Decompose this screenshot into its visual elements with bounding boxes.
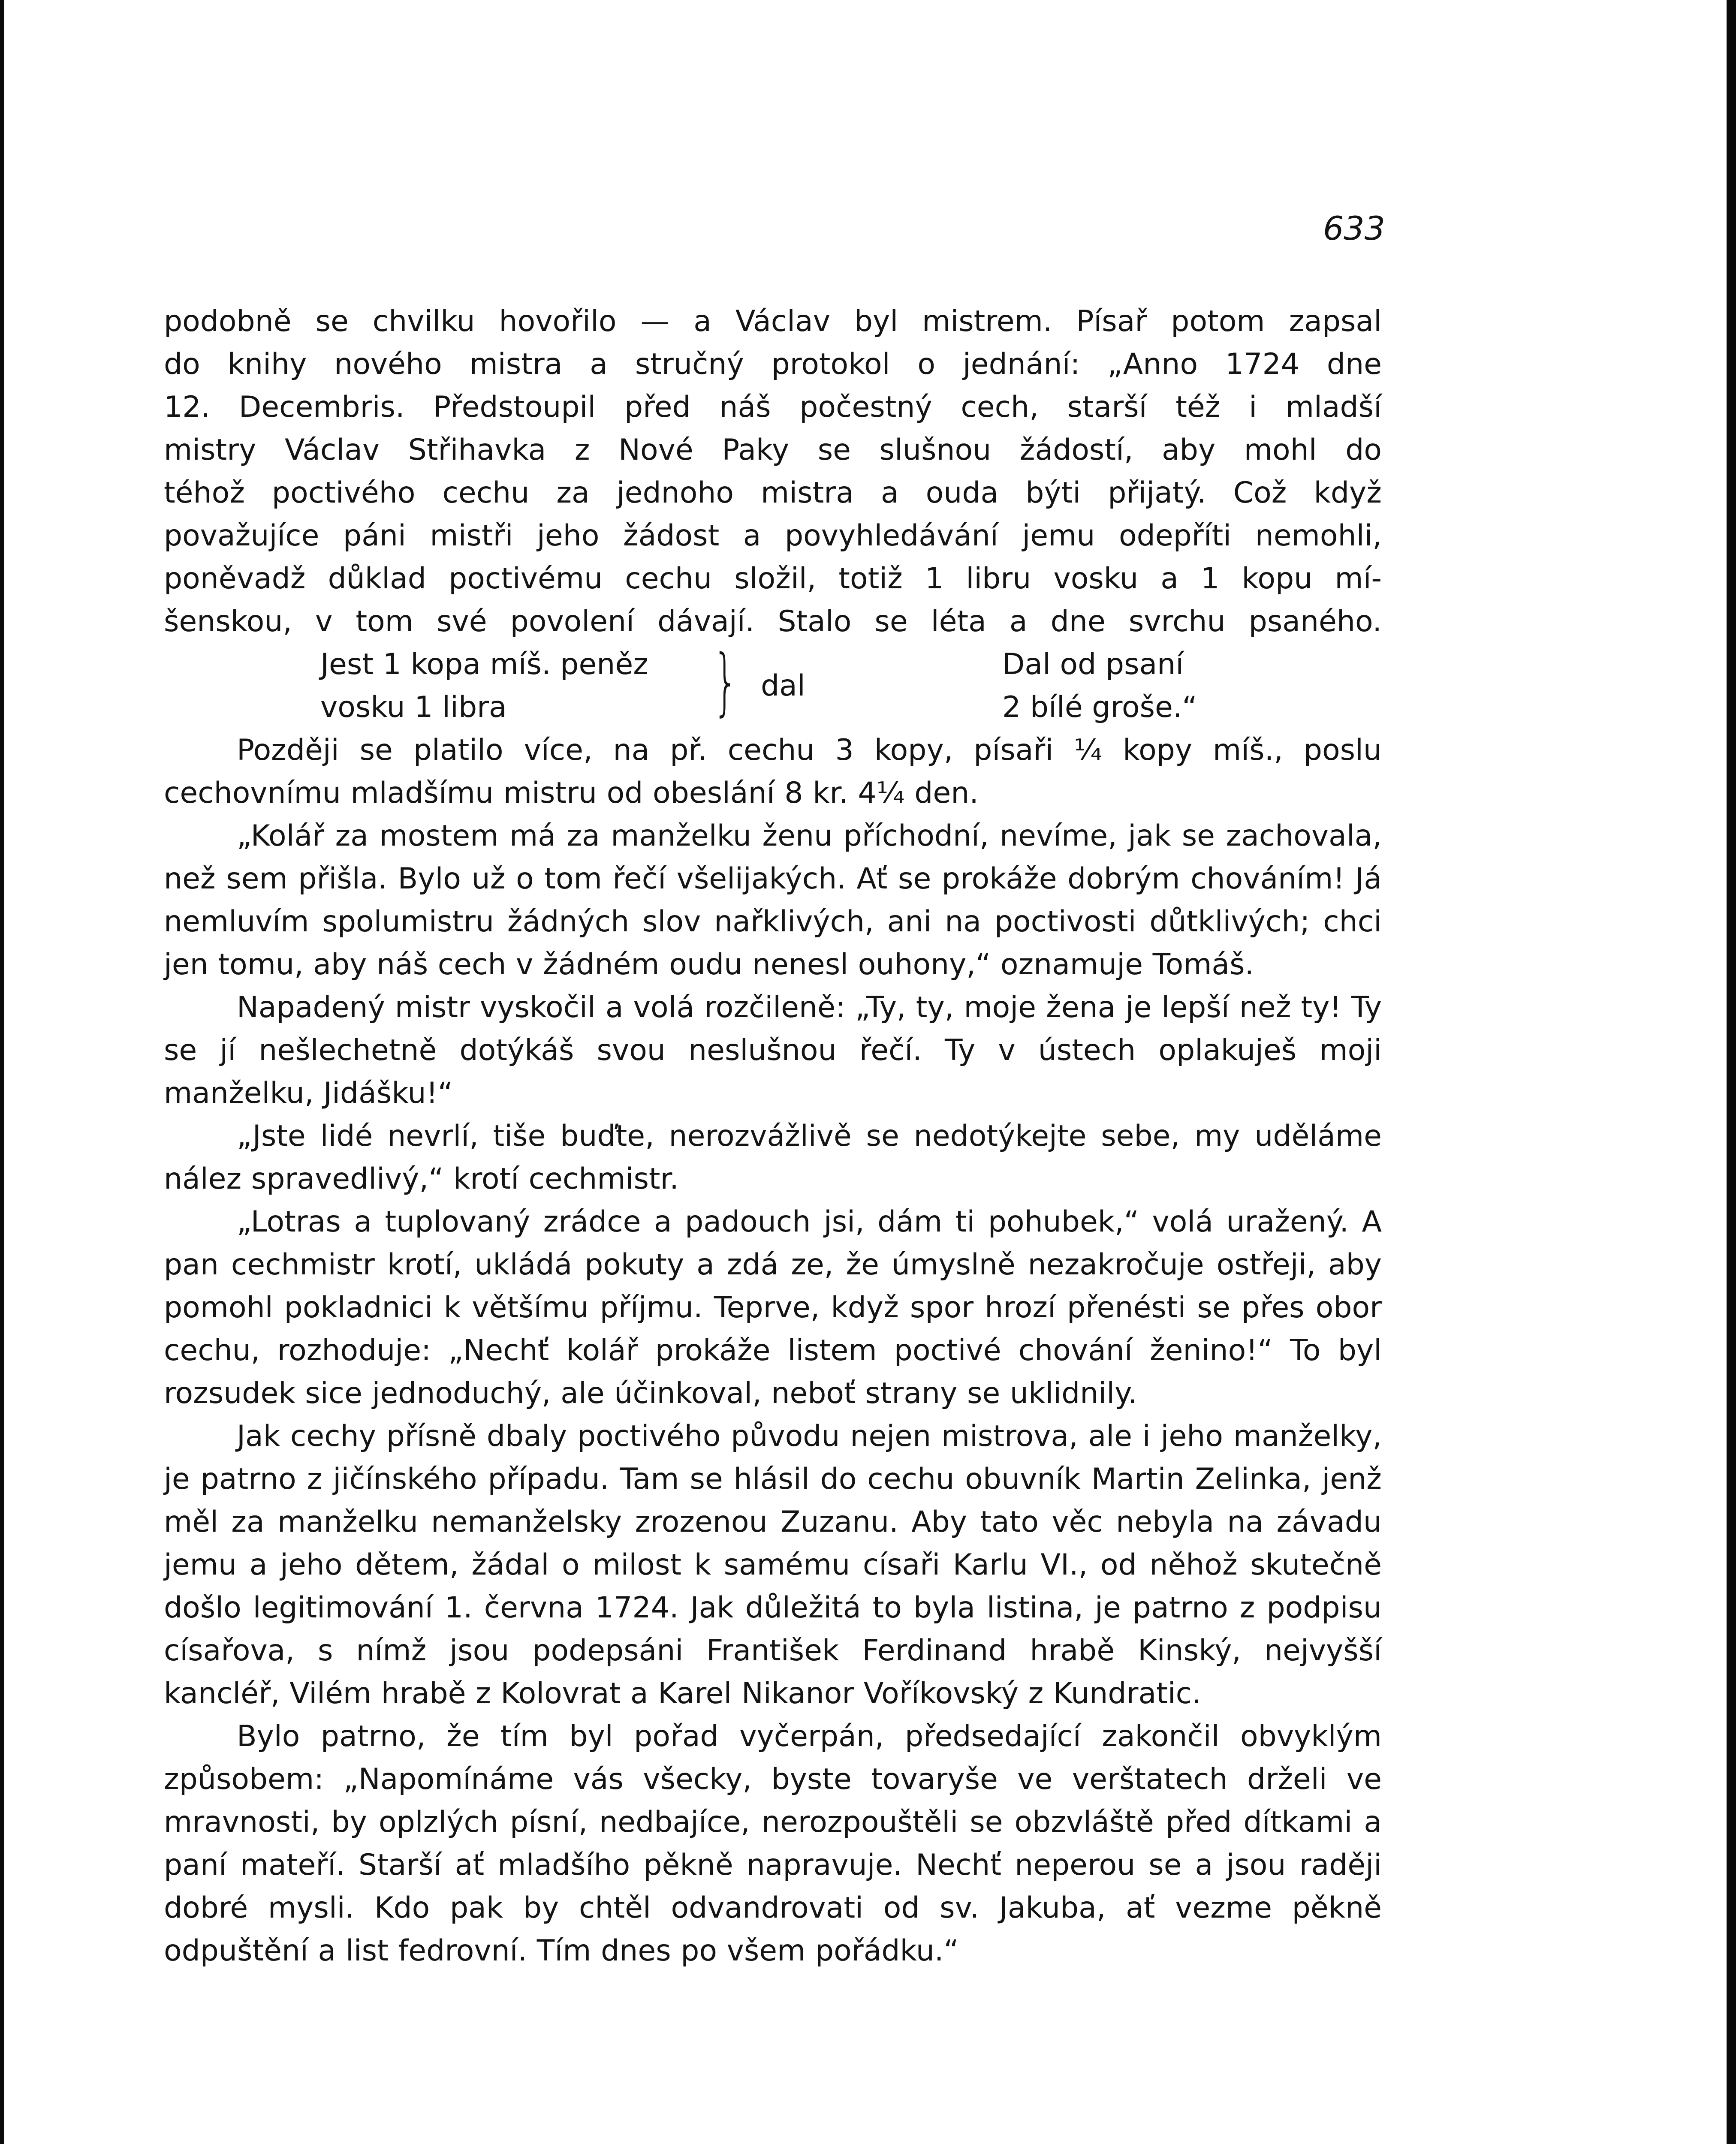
text-line: šenskou, v tom své povolení dávají. Stalo se léta a dne svrchu psaného.: [164, 605, 1382, 638]
scan-edge-right: [1727, 0, 1736, 2144]
paragraph: Bylo patrno, že tím byl pořad vyčerpán, předsedající zakončil obvyklým způsobem: „Napomínáme vás všecky, byste tovaryše ve verštatech drželi ve mravnosti, by oplzlých písní, nedbajíce, nerozpouštěli se obzvláště před dítkami a paní mateří. Starší ať mladšího pěkně napravuje. Nechť neperou se a jsou raději dobré mysli. Kdo pak by chtěl odvandrovati od sv. Jakuba, ať vezme pěkně odpuštění a list fedrovní. Tím dnes po všem pořádku.“: [164, 1719, 1382, 1968]
protocol-ledger: [164, 639, 1382, 729]
body-text: [164, 300, 1382, 1972]
paragraph: „Kolář za mostem má za manželku ženu příchodní, nevíme, jak se zachovala, než sem přišla. Bylo už o tom řečí všelijakých. Ať se prokáže dobrým chováním! Já nemluvím spolumistru žádných slov nařklivých, ani na poctivosti důtklivých; chci jen tomu, aby náš cech v žádném oudu nenesl ouhony,“ oznamuje Tomáš.: [164, 819, 1382, 982]
paragraph: Později se platilo více, na př. cechu 3 kopy, písaři ¼ kopy míš., poslu cechovnímu mladšímu mistru od obeslání 8 kr. 4¼ den.: [164, 733, 1382, 810]
text-line: 12. Decembris. Předstoupil před náš počestný cech, starší též i mladší: [164, 390, 1382, 424]
ledger-middle: dal: [761, 669, 805, 703]
ledger-left-line-2: vosku 1 libra: [320, 690, 507, 724]
text-line: téhož poctivého cechu za jednoho mistra a ouda býti přijatý. Což když: [164, 476, 1382, 510]
text-line: do knihy nového mistra a stručný protokol o jednání: „Anno 1724 dne: [164, 347, 1382, 381]
text-line: mistry Václav Střihavka z Nové Paky se slušnou žádostí, aby mohl do: [164, 433, 1382, 467]
paragraph: „Lotras a tuplovaný zrádce a padouch jsi, dám ti pohubek,“ volá uražený. A pan cechmistr krotí, ukládá pokuty a zdá ze, že úmyslně nezakročuje ostřeji, aby pomohl pokladnici k většímu příjmu. Teprve, když spor hrozí přenésti se přes obor cechu, rozhoduje: „Nechť kolář prokáže listem poctivé chování ženino!“ To byl rozsudek sice jednoduchý, ale účinkoval, neboť strany se uklidnily.: [164, 1205, 1382, 1410]
ledger-left-line-1: Jest 1 kopa míš. peněz: [320, 647, 648, 681]
paragraph: „Jste lidé nevrlí, tiše buďte, nerozvážlivě se nedotýkejte sebe, my uděláme nález spravedlivý,“ krotí cechmistr.: [164, 1119, 1382, 1196]
scan-edge-left: [0, 0, 4, 2144]
ledger-right-line-1: Dal od psaní: [1002, 647, 1184, 681]
text-line: podobně se chvilku hovořilo — a Václav byl mistrem. Písař potom zapsal: [164, 304, 1382, 338]
ledger-brace: }: [713, 639, 738, 724]
page-number: 633: [1323, 209, 1385, 247]
text-line: považujíce páni mistři jeho žádost a povyhledávání jemu odepříti nemohli,: [164, 519, 1382, 553]
text-line: poněvadž důklad poctivému cechu složil, totiž 1 libru vosku a 1 kopu mí-: [164, 562, 1382, 596]
paragraph: Napadený mistr vyskočil a volá rozčileně: „Ty, ty, moje žena je lepší než ty! Ty se jí nešlechetně dotýkáš svou neslušnou řečí. Ty v ústech oplakuješ moji manželku, Jidášku!“: [164, 991, 1382, 1110]
paragraph: Jak cechy přísně dbaly poctivého původu nejen mistrova, ale i jeho manželky, je patrno z jičínského případu. Tam se hlásil do cechu obuvník Martin Zelinka, jenž měl za manželku nemanželsky zrozenou Zuzanu. Aby tato věc nebyla na závadu jemu a jeho dětem, žádal o milost k samému císaři Karlu VI., od něhož skutečně došlo legitimování 1. června 1724. Jak důležitá to byla listina, je patrno z podpisu císařova, s nímž jsou podepsáni František Ferdinand hrabě Kinský, nejvyšší kancléř, Vilém hrabě z Kolovrat a Karel Nikanor Voříkovský z Kundratic.: [164, 1419, 1382, 1710]
ledger-right-line-2: 2 bílé groše.“: [1002, 690, 1197, 724]
